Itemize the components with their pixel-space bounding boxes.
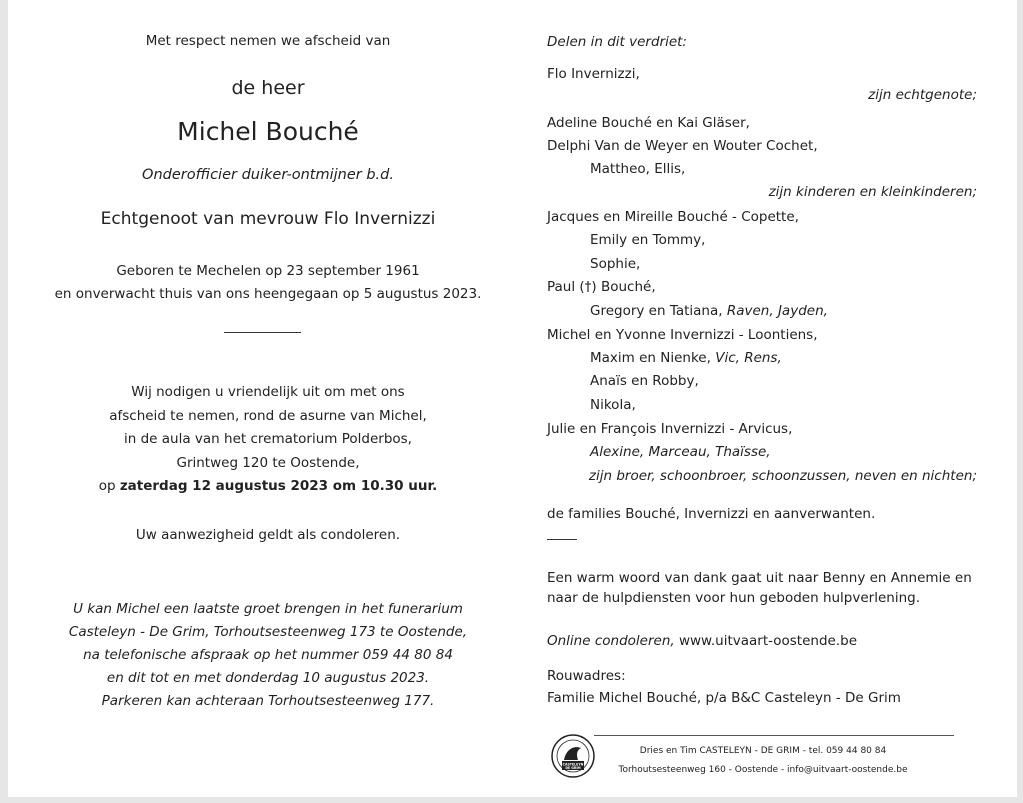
online-url: www.uitvaart-oostende.be: [678, 633, 857, 649]
relation-label: zijn echtgenote;: [868, 87, 977, 103]
spouse-text: Echtgenoot van mevrouw Flo Invernizzi: [100, 209, 436, 229]
mourner-children: Vic, Rens,: [715, 350, 782, 366]
visit-line: Casteleyn - De Grim, Torhoutsesteenweg 173 te Oostende,: [68, 624, 468, 640]
mourner-line: Alexine, Marceau, Thaïsse,: [590, 444, 771, 460]
mourner-line: Nikola,: [590, 397, 636, 413]
visit-text: [8, 598, 528, 713]
address-text: Familie Michel Bouché, p/a B&C Casteleyn - De Grim: [547, 690, 901, 706]
visit-line: en dit tot en met donderdag 10 augustus 2023.: [106, 670, 430, 686]
invite-date-line: [8, 475, 528, 499]
mourner-line: [590, 303, 828, 319]
mourner-line: Paul (†) Bouché,: [547, 279, 656, 295]
intro-text: Met respect nemen we afscheid van: [145, 33, 391, 49]
presence-text: Uw aanwezigheid geldt als condoleren.: [135, 527, 401, 543]
divider-left: [224, 332, 301, 333]
mourner-line: Michel en Yvonne Invernizzi - Loontiens,: [547, 327, 818, 343]
invite-line: Wij nodigen u vriendelijk uit om met ons: [131, 384, 405, 400]
invite-line: afscheid te nemen, rond de asurne van Michel,: [109, 407, 427, 424]
invite-line: in de aula van het crematorium Polderbos,: [124, 431, 412, 447]
relation-label: zijn broer, schoonbroer, schoonzussen, neven en nichten;: [588, 468, 977, 484]
visit-line: na telefonische afspraak op het nummer 059 44 80 84: [83, 647, 453, 663]
invite-date: zaterdag 12 augustus 2023 om 10.30 uur.: [119, 478, 438, 494]
birth-line: Geboren te Mechelen op 23 september 1961: [116, 263, 420, 279]
right-column: [547, 0, 977, 797]
address-label: Rouwadres:: [547, 668, 626, 684]
footer-contact: Dries en Tim CASTELEYN - DE GRIM - tel. 059 44 80 84: [639, 746, 887, 756]
left-column: [8, 0, 528, 797]
birth-death-text: [8, 260, 528, 306]
relation-label: zijn kinderen en kleinkinderen;: [768, 184, 977, 200]
rank-text: Onderofficier duiker-ontmijner b.d.: [142, 167, 394, 183]
visit-line: U kan Michel een laatste groet brengen in het funerarium: [73, 601, 463, 617]
online-label: Online condoleren,: [547, 633, 675, 649]
mourner-line: Jacques en Mireille Bouché - Copette,: [547, 209, 799, 225]
mourner-line: Adeline Bouché en Kai Gläser,: [547, 115, 750, 131]
svg-text:CASTELEYN: CASTELEYN: [562, 762, 584, 767]
mourner-line: Delphi Van de Weyer en Wouter Cochet,: [547, 138, 818, 154]
thanks-line: Een warm woord van dank gaat uit naar Benny en Annemie en: [547, 570, 972, 586]
mourner-line: Mattheo, Ellis,: [590, 161, 686, 177]
visit-line: Parkeren kan achteraan Torhoutsesteenweg 177.: [101, 693, 435, 709]
mourner-names: Maxim en Nienke,: [590, 350, 711, 366]
footer-divider: [594, 735, 954, 736]
death-notice-page: [8, 0, 1017, 797]
families-line: de families Bouché, Invernizzi en aanverwanten.: [547, 506, 876, 522]
mourner-line: Flo Invernizzi,: [547, 66, 640, 82]
mourner-line: Emily en Tommy,: [590, 232, 706, 248]
divider-right: [547, 539, 577, 540]
thanks-line: naar de hulpdiensten voor hun geboden hulpverlening.: [547, 590, 920, 606]
mourner-line: Julie en François Invernizzi - Arvicus,: [547, 421, 793, 437]
invite-line: Grintweg 120 te Oostende,: [176, 454, 360, 471]
mourners-heading: Delen in dit verdriet:: [547, 34, 687, 50]
footer-address: Torhoutsesteenweg 160 - Oostende - info@uitvaart-oostende.be: [618, 765, 908, 775]
mourner-line: Anaïs en Robby,: [590, 373, 699, 389]
funeral-home-logo-icon: [551, 734, 595, 778]
online-condolence: [547, 633, 857, 649]
invitation-text: [8, 381, 528, 499]
svg-text:DE GRIM: DE GRIM: [565, 766, 581, 770]
mourner-names: Gregory en Tatiana,: [590, 303, 723, 319]
mourner-children: Raven, Jayden,: [726, 303, 828, 319]
deceased-name: Michel Bouché: [177, 117, 359, 146]
mourner-line: Sophie,: [590, 256, 641, 272]
mourner-line: [590, 350, 782, 366]
death-line: en onverwacht thuis van ons heengegaan op 5 augustus 2023.: [54, 286, 482, 302]
invite-date-prefix: op: [98, 478, 120, 494]
honorific: de heer: [231, 77, 305, 99]
